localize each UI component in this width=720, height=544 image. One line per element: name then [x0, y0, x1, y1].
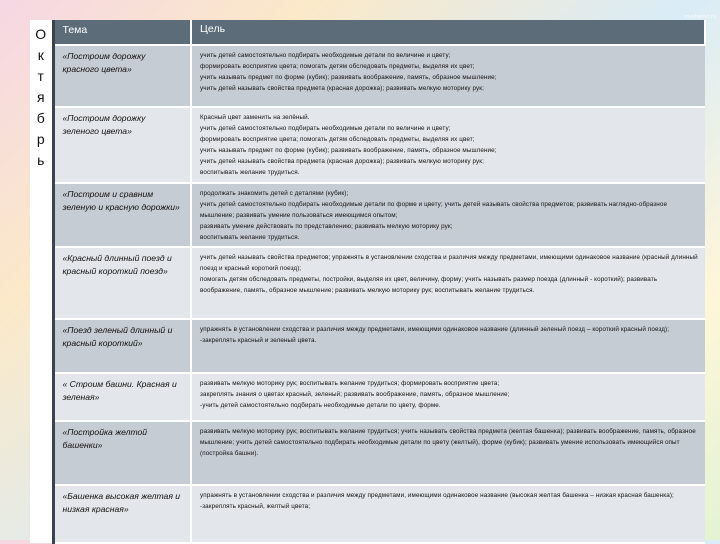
table-row: [30, 485, 705, 543]
month-letter: ь: [37, 152, 45, 168]
month-letter: к: [37, 47, 44, 63]
row-topic: «Постройка желтой башенки»: [53, 421, 191, 485]
table-row: [30, 421, 705, 485]
table-row: [30, 45, 705, 107]
month-letter: б: [36, 110, 45, 126]
row-goal: учить детей самостоятельно подбирать необходимые детали по величине и цвету; формировать восприятие цвета; помогать детям обследовать предметы, выделяя их цвет; учить называть предмет по форме (кубик); развивать воображение, память, образное мышление; учить детей называть свойства предмета (красная дорожка); развивать мелкую моторику рук;: [191, 45, 705, 107]
row-topic: «Построим дорожку зеленого цвета»: [53, 107, 191, 183]
row-goal: продолжать знакомить детей с деталями (кубик); учить детей самостоятельно подбирать необходимые детали по форме и цвету; учить детей называть свойства предметов; развивать наглядно-образное мышление; развивать умение пользоваться имеющимся опытом; развивать умение действовать по представлению; развивать мелкую моторику рук; воспитывать желание трудиться.: [191, 183, 705, 247]
row-topic: « Строим башни. Красная и зеленая»: [53, 373, 191, 421]
plan-table: [30, 20, 706, 544]
row-topic: «Построим и сравним зеленую и красную дорожки»: [53, 183, 191, 247]
row-goal: развивать мелкую моторику рук; воспитывать желание трудиться; формировать восприятие цвета; закреплять знания о цветах красный, зеленый; развивать воображение, память, образное мышление; -учить детей самостоятельно подбирать необходимые детали по цвету, форме.: [191, 373, 705, 421]
header-topic: Тема: [53, 20, 191, 45]
month-letter: р: [36, 131, 45, 147]
watermark: myshared.ru: [684, 14, 716, 20]
header-row: [30, 20, 705, 45]
table-row: [30, 183, 705, 247]
month-letter: я: [36, 89, 45, 105]
row-goal: развивать мелкую моторику рук; воспитывать желание трудиться; учить называть свойства предмета (желтая башенка); развивать воображение, память, образное мышление; учить детей самостоятельно подбирать необходимые детали по цвету (желтый), форме (кубик); развивать умение использовать имеющийся опыт (постройка башни).: [191, 421, 705, 485]
table-row: [30, 373, 705, 421]
row-topic: «Красный длинный поезд и красный короткий поезд»: [53, 247, 191, 319]
row-goal: упражнять в установлении сходства и различия между предметами, имеющими одинаковое название (высокая желтая башенка – низкая красная башенка); -закреплять красный, желтый цвета;: [191, 485, 705, 543]
row-goal: учить детей называть свойства предметов; упражнять в установлении сходства и различия между предметами, имеющими одинаковое название (красный длинный поезд и красный короткий поезд); помогать детям обследовать предметы, постройки, выделяя их цвет, величину, форму; учить называть размер поезда (длинный - короткий); развивать воображение, память, образное мышление; развивать мелкую моторику рук; воспитывать желание трудиться.: [191, 247, 705, 319]
table-row: [30, 247, 705, 319]
row-topic: «Поезд зеленый длинный и красный короткий»: [53, 319, 191, 373]
row-topic: «Построим дорожку красного цвета»: [53, 45, 191, 107]
month-letter: т: [37, 68, 44, 84]
table-row: [30, 107, 705, 183]
row-topic: «Башенка высокая желтая и низкая красная»: [53, 485, 191, 543]
month-column: [30, 20, 53, 543]
row-goal: Красный цвет заменить на зелёный. учить детей самостоятельно подбирать необходимые детали по величине и цвету; формировать восприятие цвета; помогать детям обследовать предметы, выделяя их цвет; учить называть предмет по форме (кубик); развивать воображение, память, образное мышление; учить детей называть свойства предмета (красная дорожка); развивать мелкую моторику рук; воспитывать желание трудиться.: [191, 107, 705, 183]
table-row: [30, 319, 705, 373]
month-letter: О: [35, 26, 47, 42]
row-goal: упражнять в установлении сходства и различия между предметами, имеющими одинаковое название (длинный зеленый поезд – короткий красный поезд); -закреплять красный и зеленый цвета.: [191, 319, 705, 373]
header-goal: Цель: [191, 20, 705, 45]
